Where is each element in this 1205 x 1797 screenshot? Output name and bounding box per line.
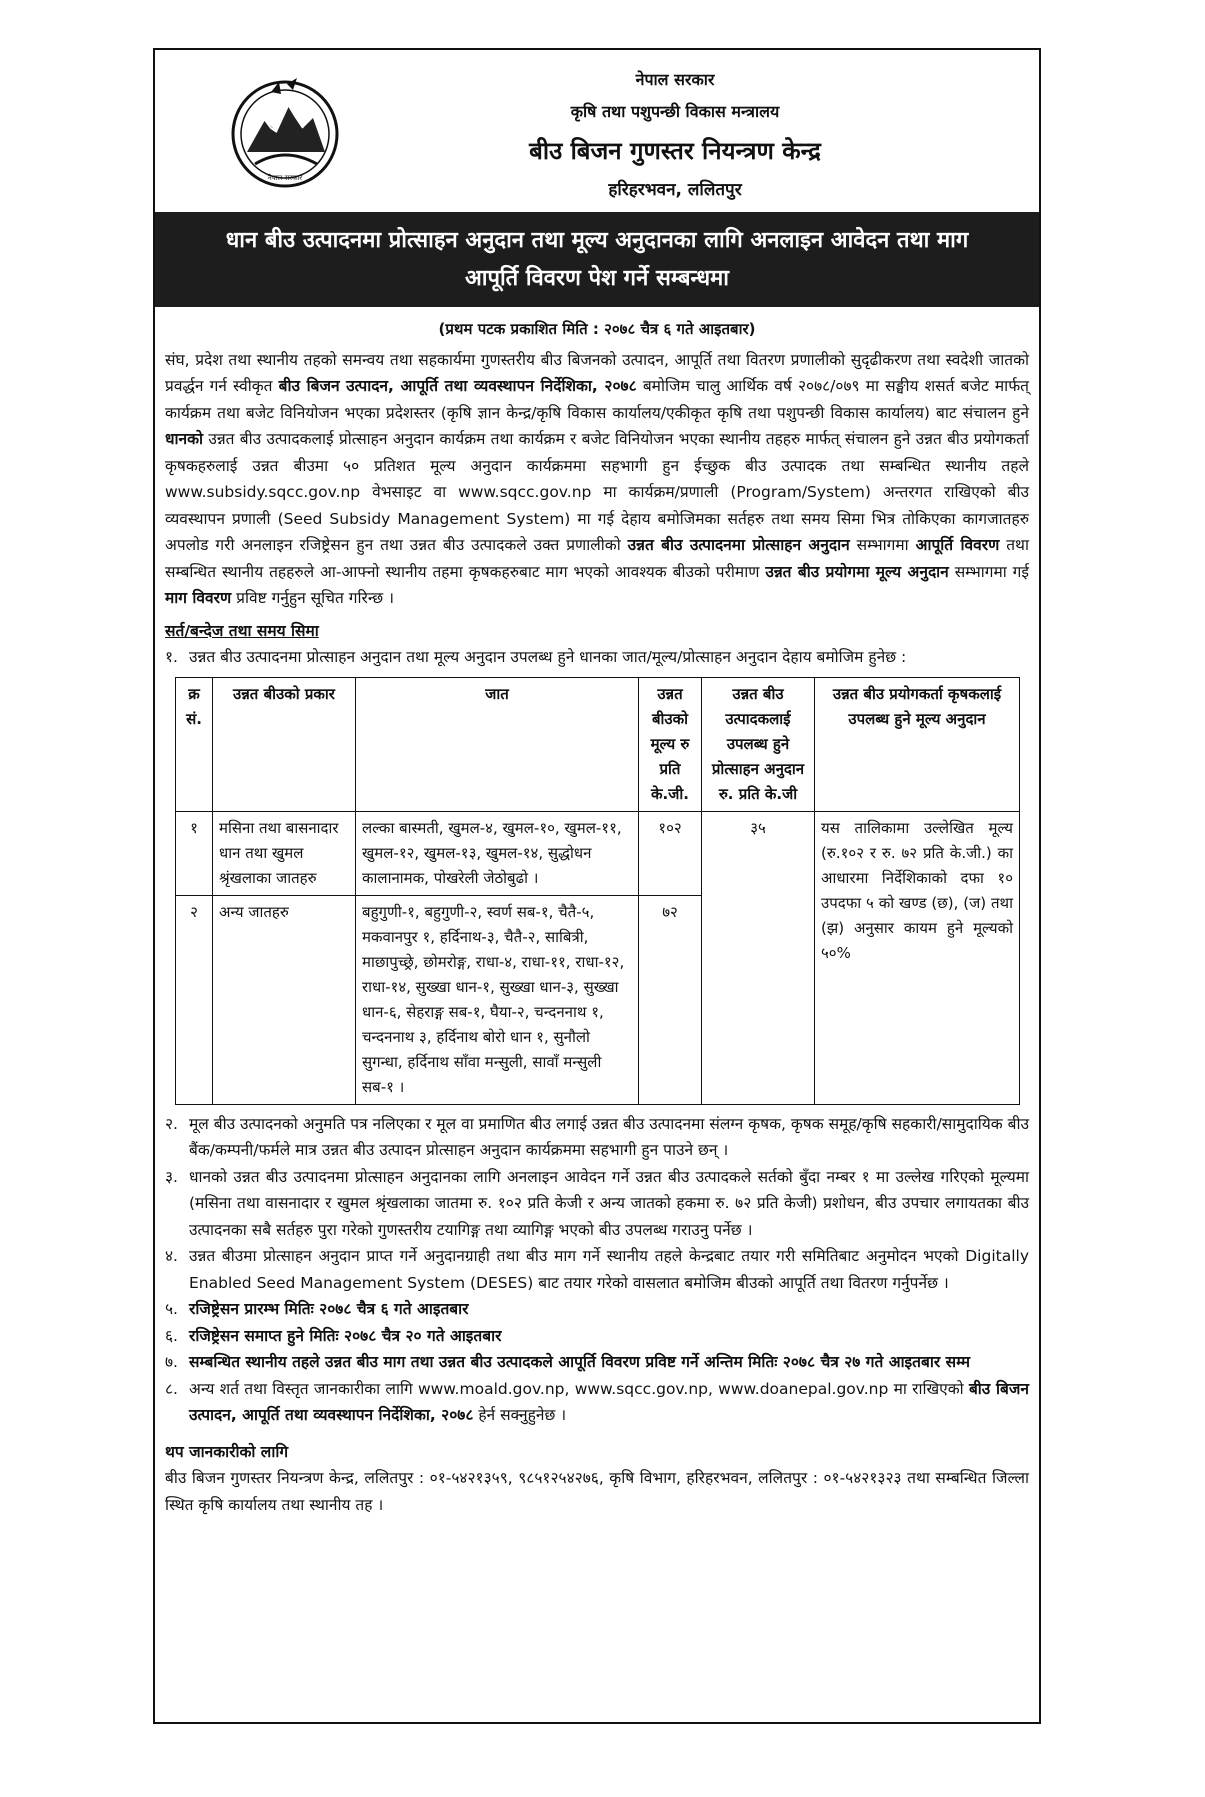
title-banner [155,212,1039,307]
registration-start: ५. रजिष्ट्रेसन प्रारम्भ मितिः २०७८ चैत्र ६ गते आइतबार [165,1300,469,1318]
notice-body [165,312,1029,1518]
published-date: (प्रथम पटक प्रकाशित मिति : २०७८ चैत्र ६ गते आइतबार) [438,320,756,338]
table-row: १ मसिना तथा बासनादार धान तथा खुमल श्रृंखलाका जातहरु लल्का बास्मती, खुमल-४, खुमल-१०, खुमल-११, खुमल-१२, खुमल-१३, खुमल-१४, सुद्धोधन कालानामक, पोखरेली जेठोबुढो । १०२ ३५ यस तालिकामा उल्लेखित मूल्य (रु.१०२ र रु. ७२ प्रति के.जी.) का आधारमा निर्देशिकाको दफा १० उपदफा ५ को खण्ड (छ), (ज) तथा (झ) अनुसार कायम हुने मूल्यको ५०% [176,811,1020,895]
intro-paragraph: संघ, प्रदेश तथा स्थानीय तहको समन्वय तथा सहकार्यमा गुणस्तरीय बीउ बिजनको उत्पादन, आपूर्ति तथा वितरण प्रणालीको सुदृढीकरण तथा स्वदेशी जातको प्रवर्द्धन गर्न स्वीकृत बीउ बिजन उत्पादन, आपूर्ति तथा व्यवस्थापन निर्देशिका, २०७८ बमोजिम चालु आर्थिक वर्ष २०७८/०७९ मा सङ्घीय शसर्त बजेट मार्फत् कार्यक्रम तथा बजेट विनियोजन भएका प्रदेशस्तर (कृषि ज्ञान केन्द्र/कृषि विकास कार्यालय/एकीकृत कृषि तथा पशुपन्छी विकास कार्यालय) बाट संचालन हुने धानको उन्नत बीउ उत्पादकलाई प्रोत्साहन अनुदान कार्यक्रम तथा कार्यक्रम र बजेट विनियोजन भएका स्थानीय तहहरु मार्फत् संचालन हुने उन्नत बीउ प्रयोगकर्ता कृषकहरुलाई उन्नत बीउमा ५० प्रतिशत मूल्य अनुदान कार्यक्रममा सहभागी हुन ईच्छुक बीउ उत्पादक तथा सम्बन्धित स्थानीय तहले www.subsidy.sqcc.gov.np वेभसाइट वा www.sqcc.gov.np मा कार्यक्रम/प्रणाली (Program/System) अन्तरगत राखिएको बीउ व्यवस्थापन प्रणाली (Seed Subsidy Management System) मा गई देहाय बमोजिमका सर्तहरु तथा समय सिमा भित्र तोकिएका कागजातहरु अपलोड गरी अनलाइन रजिष्ट्रेसन हुन तथा उन्नत बीउ उत्पादकले उक्त प्रणालीको उन्नत बीउ उत्पादनमा प्रोत्साहन अनुदान सम्भागमा आपूर्ति विवरण तथा सम्बन्धित स्थानीय तहहरुले आ-आफ्नो स्थानीय तहमा कृषकहरुबाट माग भएको आवश्यक बीउको परीमाण उन्नत बीउ प्रयोगमा मूल्य अनुदान सम्भागमा गई माग विवरण प्रविष्ट गर्नुहुन सूचित गरिन्छ । [165,350,1029,607]
incentive-value: ३५ [702,811,815,1104]
registration-end: ६. रजिष्ट्रेसन समाप्त हुने मितिः २०७८ चैत्र २० गते आइतबार [165,1326,502,1345]
center-name: बीउ बिजन गुणस्तर नियन्त्रण केन्द्र [529,137,821,165]
col-variety: जात [356,677,639,811]
table-row: २ अन्य जातहरु बहुगुणी-१, बहुगुणी-२, स्वर्ण सब-१, चैतै-५, मकवानपुर १, हर्दिनाथ-३, चैतै-२, साबित्री, माछापुच्छ्रे, छोमरोङ्ग, राधा-४, राधा-११, राधा-१२, राधा-१४, सुख्खा धान-१, सुख्खा धान-३, सुख्खा धान-६, सेहराङ्ग सब-१, घैया-२, चन्दननाथ १, चन्दननाथ ३, हर्दिनाथ बोरो धान १, सुनौलो सुगन्धा, हर्दिनाथ साँवा मन्सुली, सावाँ मन्सुली सब-१ । ७२ [176,895,1020,1104]
svg-text:नेपाल सरकार: नेपाल सरकार [267,174,303,182]
notice-frame [153,48,1041,1724]
title-line-2: आपूर्ति विवरण पेश गर्ने सम्बन्धमा [464,266,730,291]
table-header-row [176,677,1020,811]
col-incentive: उन्नत बीउ उत्पादकलाई उपलब्ध हुने प्रोत्साहन अनुदान रु. प्रति के.जी [702,677,815,811]
address: हरिहरभवन, ललितपुर [608,180,742,200]
conditions-title: सर्त/बन्देज तथा समय सिमा [165,621,319,640]
condition-item: ४. उन्नत बीउमा प्रोत्साहन अनुदान प्राप्त गर्ने अनुदानग्राही तथा बीउ माग गर्ने स्थानीय तहले केन्द्रबाट तयार गरी समितिबाट अनुमोदन भएको Digitally Enabled Seed Management System (DESES) बाट तयार गरेको वासलात बमोजिम बीउको आपूर्ति तथा वितरण गर्नुपर्नेछ । [165,1247,1029,1292]
subsidy-note: यस तालिकामा उल्लेखित मूल्य (रु.१०२ र रु. ७२ प्रति के.जी.) का आधारमा निर्देशिकाको दफा १० उपदफा ५ को खण्ड (छ), (ज) तथा (झ) अनुसार कायम हुने मूल्यको ५०% [815,811,1020,1104]
col-subsidy: उन्नत बीउ प्रयोगकर्ता कृषकलाई उपलब्ध हुने मूल्य अनुदान [815,677,1020,811]
nepal-emblem-icon [225,72,345,192]
condition-item: २. मूल बीउ उत्पादनको अनुमति पत्र नलिएका र मूल वा प्रमाणित बीउ लगाई उन्नत बीउ उत्पादनमा संलग्न कृषक, कृषक समूह/कृषि सहकारी/सामुदायिक बीउ बैंक/कम्पनी/फर्मले मात्र उन्नत बीउ उत्पादन प्रोत्साहन अनुदान कार्यक्रममा सहभागी हुन पाउने छन् । [165,1114,1029,1159]
col-type: उन्नत बीउको प्रकार [213,677,356,811]
header [155,50,1039,210]
contact-title: थप जानकारीको लागि [165,1442,289,1461]
condition-item: ३. धानको उन्नत बीउ उत्पादनमा प्रोत्साहन अनुदानका लागि अनलाइन आवेदन गर्ने उन्नत बीउ उत्पादकले सर्तको बुँदा नम्बर १ मा उल्लेख गरिएको मूल्यमा (मसिना तथा वासनादार र खुमल श्रृंखलाका जातमा रु. १०२ प्रति केजी र अन्य जातको हकमा रु. ७२ प्रति केजी) प्रशोधन, बीउ उपचार लगायतका बीउ उत्पादनका सबै सर्तहरु पुरा गरेको गुणस्तरीय टयागिङ्ग तथा व्यागिङ्ग भएको बीउ उपलब्ध गराउनु पर्नेछ । [165,1167,1029,1239]
title-line-1: धान बीउ उत्पादनमा प्रोत्साहन अनुदान तथा मूल्य अनुदानका लागि अनलाइन आवेदन तथा माग [225,228,969,253]
col-sn: क्र सं. [176,677,213,811]
condition-item: ८. अन्य शर्त तथा विस्तृत जानकारीका लागि www.moald.gov.np, www.sqcc.gov.np, www.doanepal.gov.np मा राखिएको बीउ बिजन उत्पादन, आपूर्ति तथा व्यवस्थापन निर्देशिका, २०७८ हेर्न सक्नुहुनेछ । [165,1379,1029,1424]
contact-info: बीउ बिजन गुणस्तर नियन्त्रण केन्द्र, ललितपुर : ०१-५४२१३५९, ९८५१२५४२७६, कृषि विभाग, हरिहरभवन, ललितपुर : ०१-५४२१३२३ तथा सम्बन्धित जिल्ला स्थित कृषि कार्यालय तथा स्थानीय तह । [165,1469,1029,1514]
govt-name: नेपाल सरकार [635,70,715,89]
seed-price-table [175,677,1020,1105]
condition-item: १. उन्नत बीउ उत्पादनमा प्रोत्साहन अनुदान तथा मूल्य अनुदान उपलब्ध हुने धानका जात/मूल्य/प्रोत्साहन अनुदान देहाय बमोजिम हुनेछ : [165,648,907,666]
col-price: उन्नत बीउको मूल्य रु प्रति के.जी. [639,677,702,811]
final-deadline: ७. सम्बन्धित स्थानीय तहले उन्नत बीउ माग तथा उन्नत बीउ उत्पादकले आपूर्ति विवरण प्रविष्ट गर्ने अन्तिम मितिः २०७८ चैत्र २७ गते आइतबार सम्म [165,1353,970,1371]
ministry-name: कृषि तथा पशुपन्छी विकास मन्त्रालय [570,102,780,121]
